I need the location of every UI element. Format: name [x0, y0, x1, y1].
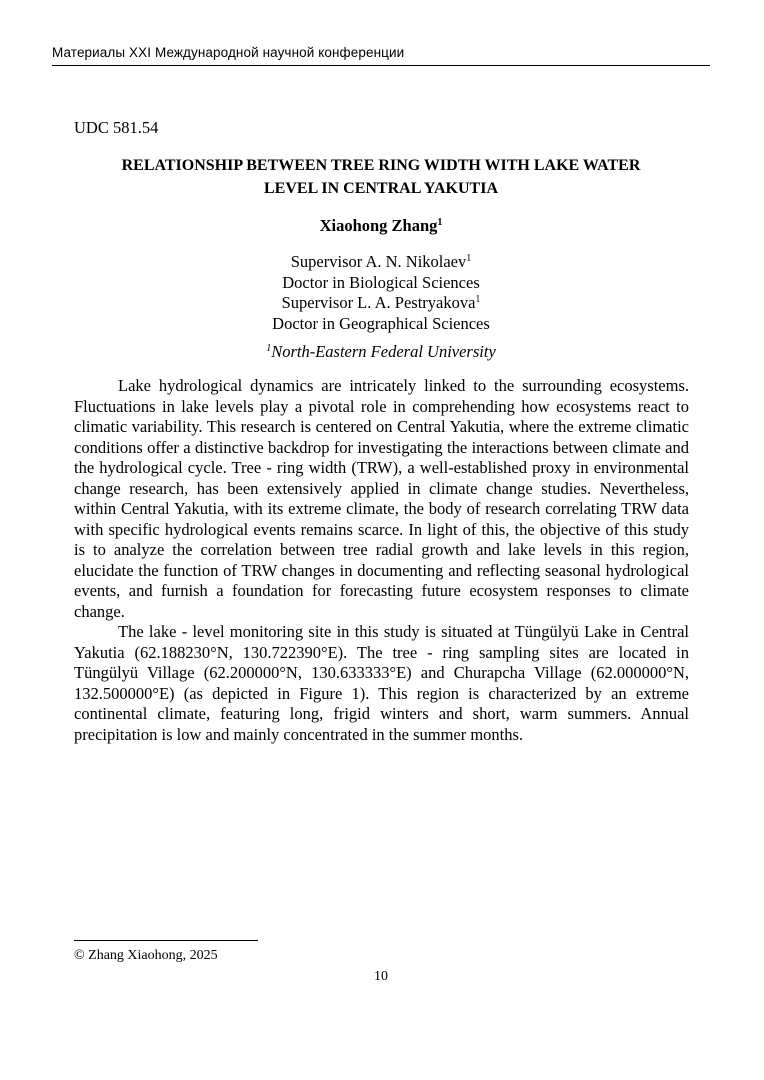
author-affiliation-mark: 1	[437, 217, 443, 228]
affiliation-mark: 1	[466, 253, 472, 264]
copyright-footnote: © Zhang Xiaohong, 2025	[74, 948, 218, 963]
supervisors-block	[74, 252, 688, 334]
paper-title-line-1: RELATIONSHIP BETWEEN TREE RING WIDTH WITH LAKE WATER	[121, 157, 641, 174]
paper-title-line-2: LEVEL IN CENTRAL YAKUTIA	[264, 180, 498, 197]
running-header: Материалы XXI Международной научной конференции	[52, 45, 405, 60]
supervisor-line: Supervisor L. A. Pestryakova$^1$	[281, 293, 481, 313]
affiliation-mark: 1	[475, 294, 481, 306]
footnote-rule	[74, 940, 258, 941]
university-affiliation	[74, 342, 688, 362]
paper-title	[74, 154, 688, 200]
author-name: Xiaohong Zhang	[319, 216, 438, 235]
header-rule	[52, 65, 710, 66]
paragraph-1: Lake hydrological dynamics are intricately linked to the surrounding ecosystems. Fluctuations in lake levels play a pivotal role in comprehending how ecosystems react to climatic variability. This research is centered on Central Yakutia, where the extreme climatic conditions offer a distinctive backdrop for investigating the interactions between climate and the hydrological cycle. Tree - ring width (TRW), a well-established proxy in environmental change research, has been extensively applied in climate change studies. Nevertheless, within Central Yakutia, with its extreme climate, the body of research correlating TRW data with specific hydrological events remains scarce. In light of this, the objective of this study is to analyze the correlation between tree radial growth and lake levels in this region, elucidate the function of TRW changes in documenting and reflecting seasonal hydrological events, and furnish a foundation for forecasting future ecosystem responses to climate change.	[74, 376, 689, 621]
paragraph-2: The lake - level monitoring site in this study is situated at Tüngülyü Lake in Central Yakutia (62.188230°N, 130.722390°E). The tree - ring sampling sites are located in Tüngülyü Village (62.200000°N, 130.633333°E) and Churapcha Village (62.000000°N, 132.500000°E) (as depicted in Figure 1). This region is characterized by an extreme continental climate, featuring long, frigid winters and short, warm summers. Annual precipitation is low and mainly concentrated in the summer months.	[74, 622, 689, 744]
supervisor-degree-line: Doctor in Biological Sciences	[282, 272, 480, 292]
body-text	[74, 376, 689, 745]
author	[74, 215, 688, 237]
university-name: North-Eastern Federal University	[271, 342, 496, 361]
supervisor-degree-line: Doctor in Geographical Sciences	[272, 313, 490, 333]
supervisor-line: Supervisor A. N. Nikolaev$^1$	[290, 252, 472, 271]
udc-code: UDC 581.54	[74, 118, 159, 137]
page-number: 10	[374, 969, 388, 984]
university-mark: 1	[266, 343, 272, 354]
